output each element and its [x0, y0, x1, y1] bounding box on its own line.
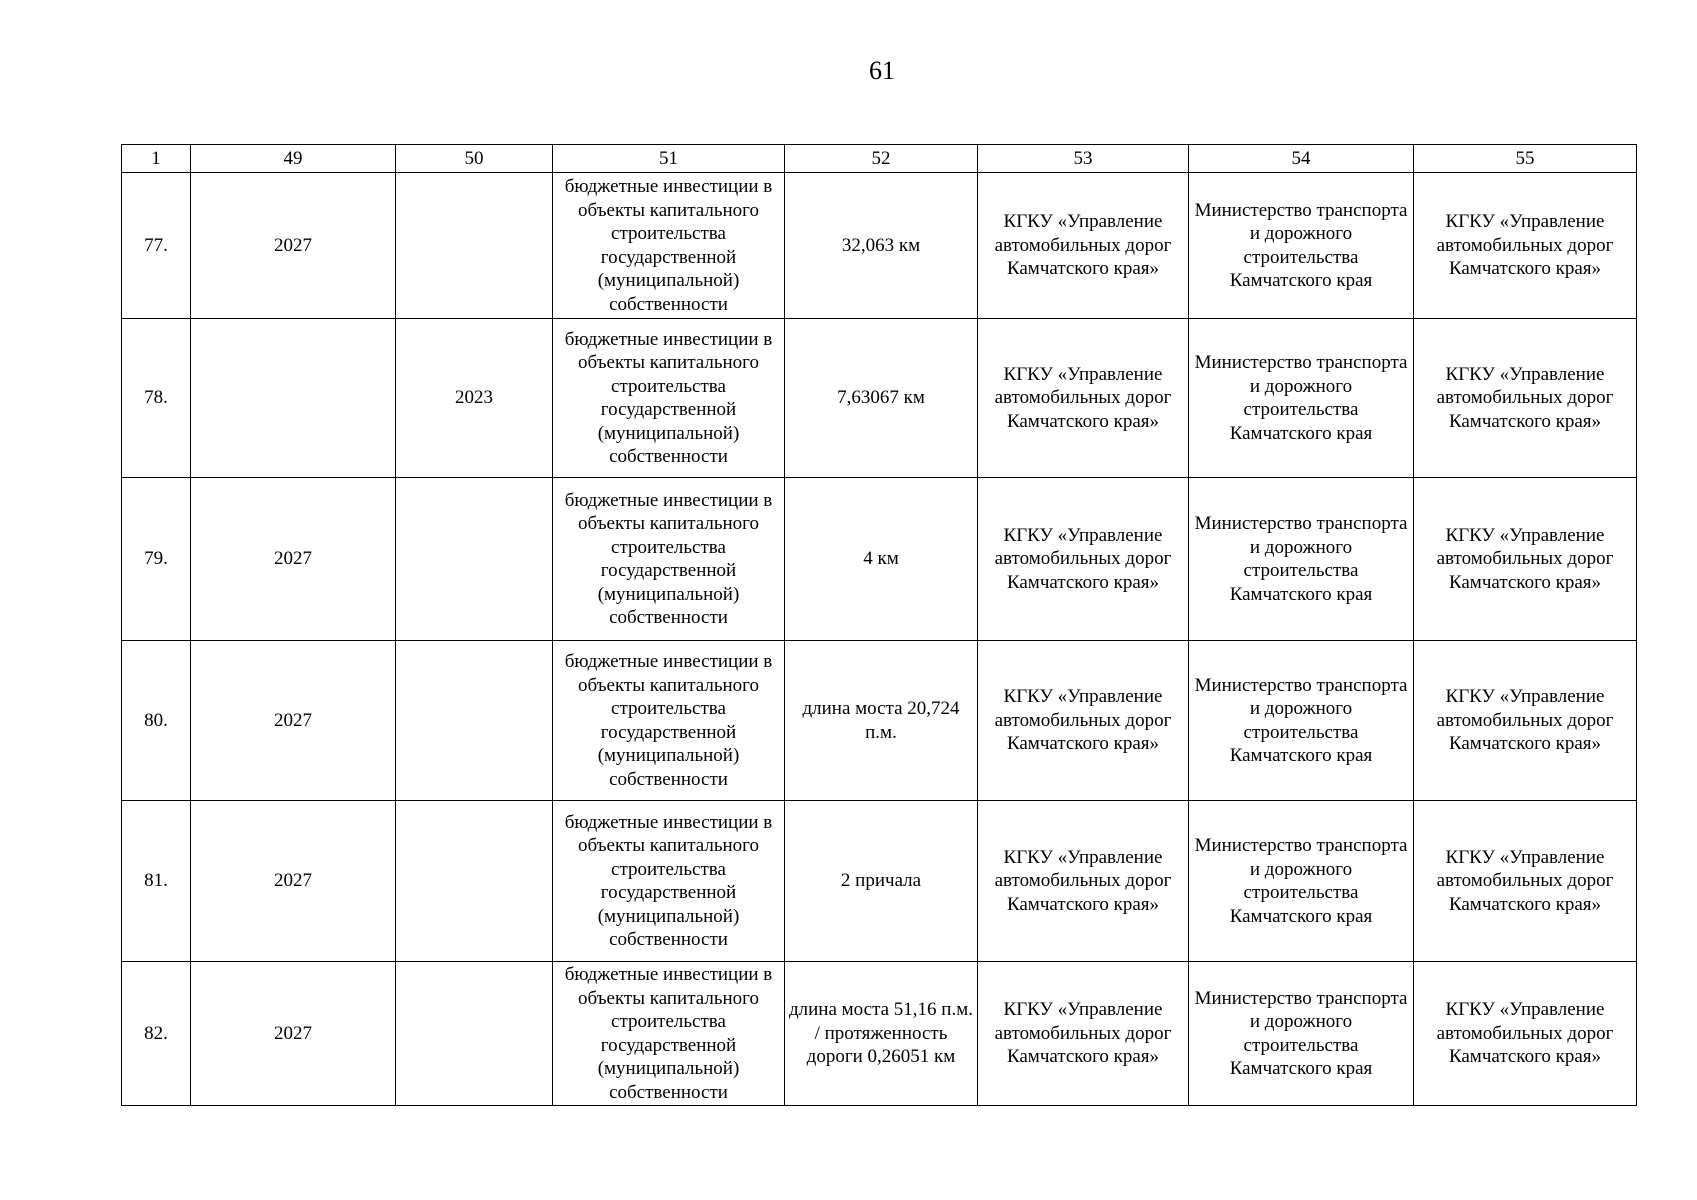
row-number-cell: 77.: [122, 173, 191, 319]
table-cell: КГКУ «Управление автомобильных дорог Камчатского края»: [978, 641, 1189, 801]
table-row: [122, 173, 1637, 319]
row-number-cell: 81.: [122, 801, 191, 962]
table-cell: Министерство транспорта и дорожного строительства Камчатского края: [1189, 801, 1414, 962]
table-cell: [396, 173, 553, 319]
table-cell: длина моста 51,16 п.м. / протяженность дороги 0,26051 км: [785, 962, 978, 1106]
row-number-cell: 82.: [122, 962, 191, 1106]
column-header: 49: [191, 145, 396, 173]
column-header: 52: [785, 145, 978, 173]
table-cell: КГКУ «Управление автомобильных дорог Камчатского края»: [978, 173, 1189, 319]
table-row: [122, 801, 1637, 962]
table-cell: 4 км: [785, 478, 978, 641]
row-number-cell: 78.: [122, 319, 191, 478]
table-cell: [396, 641, 553, 801]
column-header: 51: [553, 145, 785, 173]
table-cell: КГКУ «Управление автомобильных дорог Камчатского края»: [978, 962, 1189, 1106]
table-cell: КГКУ «Управление автомобильных дорог Камчатского края»: [978, 478, 1189, 641]
table-cell: 2023: [396, 319, 553, 478]
table-cell: КГКУ «Управление автомобильных дорог Камчатского края»: [1414, 962, 1637, 1106]
table-cell: КГКУ «Управление автомобильных дорог Камчатского края»: [1414, 319, 1637, 478]
table-cell: [396, 962, 553, 1106]
table-cell: бюджетные инвестиции в объекты капитального строительства государственной (муниципальной) собственности: [553, 641, 785, 801]
table-cell: [396, 478, 553, 641]
page-number: 61: [869, 56, 895, 85]
table-cell: 2027: [191, 478, 396, 641]
table-cell: Министерство транспорта и дорожного строительства Камчатского края: [1189, 962, 1414, 1106]
table-row: [122, 319, 1637, 478]
table-cell: [396, 801, 553, 962]
column-header: 50: [396, 145, 553, 173]
table-cell: Министерство транспорта и дорожного строительства Камчатского края: [1189, 478, 1414, 641]
column-header: 55: [1414, 145, 1637, 173]
table-cell: бюджетные инвестиции в объекты капитального строительства государственной (муниципальной) собственности: [553, 962, 785, 1106]
table-cell: 7,63067 км: [785, 319, 978, 478]
table-cell: [191, 319, 396, 478]
table-cell: 2027: [191, 641, 396, 801]
table-cell: Министерство транспорта и дорожного строительства Камчатского края: [1189, 319, 1414, 478]
table-cell: КГКУ «Управление автомобильных дорог Камчатского края»: [1414, 641, 1637, 801]
column-header: 1: [122, 145, 191, 173]
table-cell: бюджетные инвестиции в объекты капитального строительства государственной (муниципальной) собственности: [553, 173, 785, 319]
table-cell: бюджетные инвестиции в объекты капитального строительства государственной (муниципальной) собственности: [553, 478, 785, 641]
table-cell: КГКУ «Управление автомобильных дорог Камчатского края»: [978, 319, 1189, 478]
data-table: [121, 144, 1637, 1106]
column-header: 54: [1189, 145, 1414, 173]
table-cell: КГКУ «Управление автомобильных дорог Камчатского края»: [1414, 801, 1637, 962]
table-row: [122, 962, 1637, 1106]
table-cell: 2027: [191, 962, 396, 1106]
table-cell: Министерство транспорта и дорожного строительства Камчатского края: [1189, 641, 1414, 801]
row-number-cell: 79.: [122, 478, 191, 641]
table-cell: 32,063 км: [785, 173, 978, 319]
table-cell: 2027: [191, 173, 396, 319]
table-cell: 2 причала: [785, 801, 978, 962]
table-cell: бюджетные инвестиции в объекты капитального строительства государственной (муниципальной) собственности: [553, 319, 785, 478]
table-cell: 2027: [191, 801, 396, 962]
table-cell: длина моста 20,724 п.м.: [785, 641, 978, 801]
column-header: 53: [978, 145, 1189, 173]
table-cell: Министерство транспорта и дорожного строительства Камчатского края: [1189, 173, 1414, 319]
table-row: [122, 641, 1637, 801]
table-cell: КГКУ «Управление автомобильных дорог Камчатского края»: [1414, 478, 1637, 641]
header-row: [122, 145, 1637, 173]
table-cell: КГКУ «Управление автомобильных дорог Камчатского края»: [978, 801, 1189, 962]
table-row: [122, 478, 1637, 641]
table-cell: бюджетные инвестиции в объекты капитального строительства государственной (муниципальной) собственности: [553, 801, 785, 962]
row-number-cell: 80.: [122, 641, 191, 801]
table-cell: КГКУ «Управление автомобильных дорог Камчатского края»: [1414, 173, 1637, 319]
